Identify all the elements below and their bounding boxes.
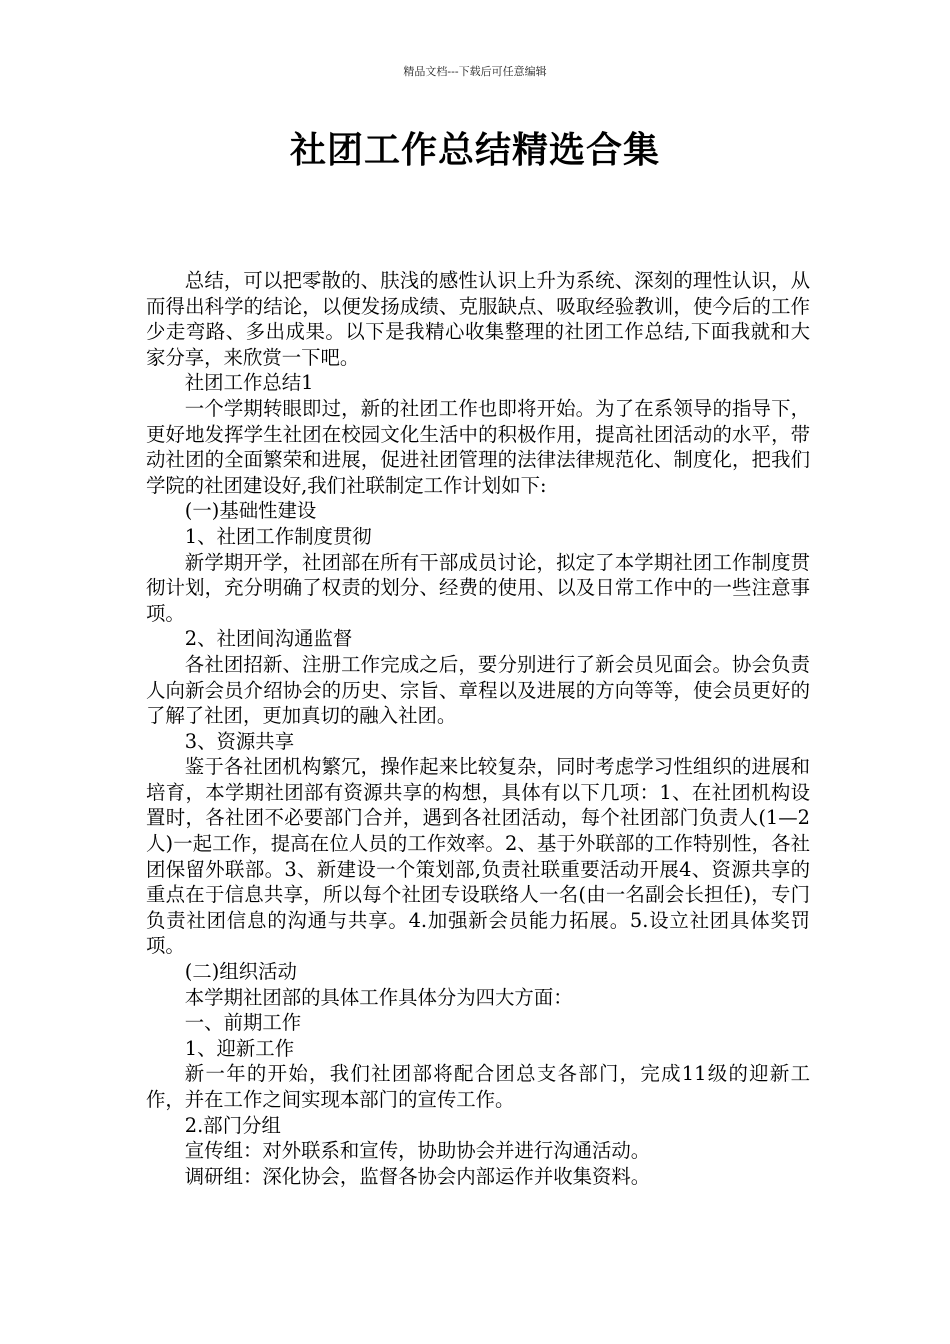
body-paragraph: 各社团招新、注册工作完成之后，要分别进行了新会员见面会。协会负责人向新会员介绍协会的历史、宗旨、章程以及进展的方向等等，使会员更好的了解了社团，更加真切的融入社团。 (146, 652, 810, 728)
intro-paragraph: 总结，可以把零散的、肤浅的感性认识上升为系统、深刻的理性认识，从而得出科学的结论，以便发扬成绩、克服缺点、吸取经验教训，使今后的工作少走弯路、多出成果。以下是我精心收集整理的社团工作总结,下面我就和大家分享，来欣赏一下吧。 (146, 269, 810, 369)
item-heading-early-work: 一、前期工作 (184, 1011, 302, 1035)
body-paragraph: 一个学期转眼即过，新的社团工作也即将开始。为了在系领导的指导下，更好地发挥学生社团在校园文化生活中的积极作用，提高社团活动的水平，带动社团的全面繁荣和进展，促进社团管理的法律法律规范化、制度化，把我们学院的社团建设好,我们社联制定工作计划如下: (146, 396, 810, 497)
section-heading-summary-1: 社团工作总结1 (184, 371, 314, 395)
subsection-heading-organize-activities: (二)组织活动 (184, 960, 297, 984)
subsection-heading-basic-construction: (一)基础性建设 (184, 499, 317, 523)
page-header: 精品文档---下载后可任意编辑 (403, 65, 547, 78)
body-paragraph: 宣传组：对外联系和宣传，协助协会并进行沟通活动。 (184, 1139, 651, 1163)
body-paragraph: 新学期开学，社团部在所有干部成员讨论，拟定了本学期社团工作制度贯彻计划，充分明确了权责的划分、经费的使用、以及日常工作中的一些注意事项。 (146, 550, 810, 625)
body-paragraph: 鉴于各社团机构繁冗，操作起来比较复杂，同时考虑学习性组织的进展和培育，本学期社团部有资源共享的构想，具体有以下几项：1、在社团机构设置时，各社团不必要部门合并，遇到各社团活动，每个社团部门负责人(1—2人)一起工作，提高在位人员的工作效率。2、基于外联部的工作特别性，各社团保留外联部。3、新建设一个策划部,负责社联重要活动开展4、资源共享的重点在于信息共享，所以每个社团专设联络人一名(由一名副会长担任)，专门负责社团信息的沟通与共享。4.加强新会员能力拓展。5.设立社团具体奖罚项。 (146, 755, 810, 958)
item-heading-system-implementation: 1、社团工作制度贯彻 (184, 524, 372, 548)
item-heading-resource-sharing: 3、资源共享 (184, 729, 295, 753)
body-paragraph: 本学期社团部的具体工作具体分为四大方面： (184, 985, 573, 1009)
body-paragraph: 新一年的开始，我们社团部将配合团总支各部门，完成11级的迎新工作，并在工作之间实现本部门的宣传工作。 (146, 1062, 810, 1111)
item-heading-department-groups: 2.部门分组 (184, 1113, 281, 1137)
document-body (146, 268, 810, 1189)
item-heading-communication-supervision: 2、社团间沟通监督 (184, 627, 353, 651)
document-title: 社团工作总结精选合集 (289, 130, 660, 171)
item-heading-welcome-work: 1、迎新工作 (184, 1036, 295, 1060)
body-paragraph: 调研组：深化协会，监督各协会内部运作并收集资料。 (184, 1164, 651, 1188)
